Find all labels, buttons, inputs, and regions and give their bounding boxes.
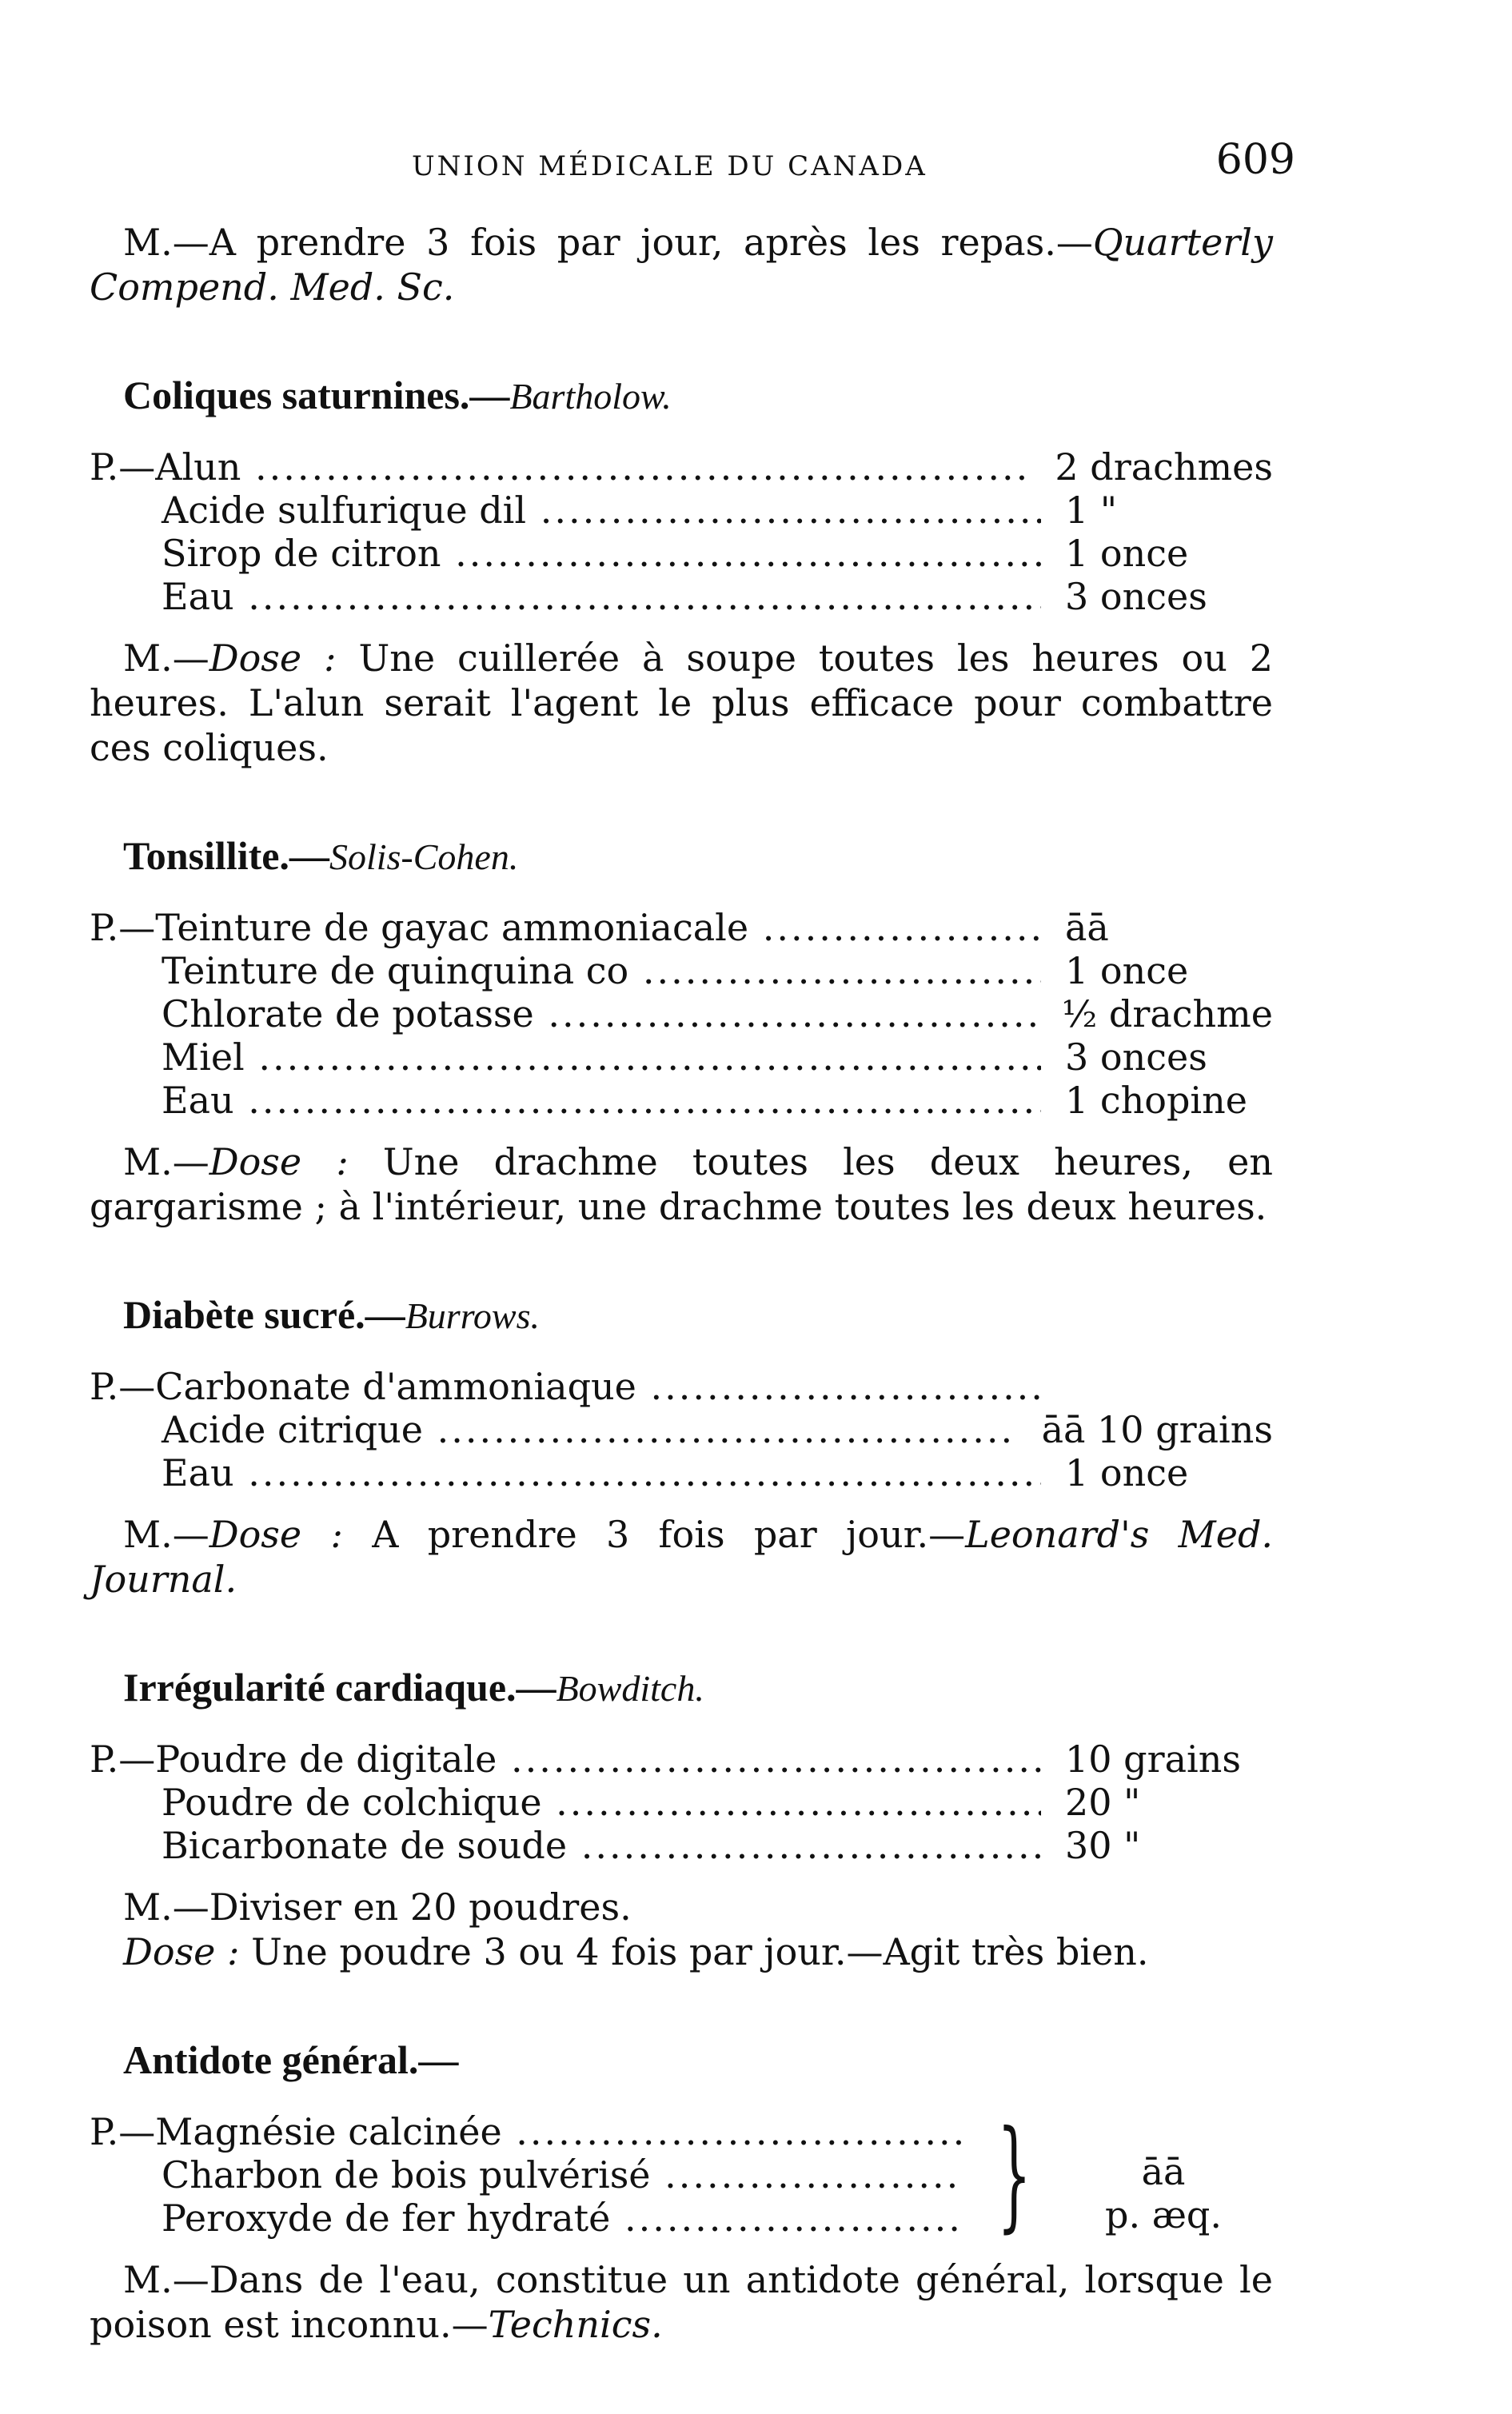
section-heading-tonsillite [123,832,1273,879]
m-paragraph [90,2257,1273,2347]
ingredient-qty: āā [1065,906,1109,949]
ingredient-name: Miel ..... [90,1035,1041,1079]
dose-text: Une drachme toutes les deux heures, en gargarisme ; à l'intérieur, une drachme toutes les deux heures. [90,1140,1273,1228]
prescription-coliques [90,445,1273,618]
ingredient-name: Acide citrique ..... [90,1408,1018,1451]
dose-paragraph [90,1929,1273,1974]
ingredient-qty: ½ drachme [1061,992,1273,1035]
ingredient-qty: 10 grains [1065,1738,1241,1781]
dose-text: Une poudre 3 ou 4 fois par jour.—Agit très bien. [251,1930,1149,1973]
ingredient-name: P.—Teinture de gayac ammoniacale ..... [90,906,1041,949]
ingredient-row [90,1079,1273,1122]
ingredient-row [90,575,1273,618]
dose-label: Dose : [209,636,337,680]
ingredient-qty: 2 drachmes [1055,445,1273,489]
prescription-diabete [90,1365,1273,1494]
right-brace-icon: } [997,2105,1031,2244]
section-heading-diabete [123,1291,1273,1338]
ingredient-row [90,1408,1273,1451]
ingredient-name: Charbon de bois pulvérisé ..... [90,2153,961,2197]
dose-label: Dose : [209,1513,343,1556]
ingredient-name: Eau ..... [90,1079,1041,1122]
ingredient-name: P.—Carbonate d'ammoniaque ..... [90,1365,1041,1408]
ingredient-name: P.—Poudre de digitale ..... [90,1738,1041,1781]
running-title: UNION MÉDICALE DU CANADA [412,150,928,182]
ingredient-qty: 20 " [1065,1781,1141,1824]
ingredient-name: Peroxyde de fer hydraté ..... [90,2197,961,2240]
dose-paragraph: M.—Dose : Une drachme toutes les deux heures, en gargarisme ; à l'intérieur, une drachme toutes les deux heures. [90,1140,1273,1228]
ingredient-row [90,489,1273,532]
dose-label: Dose : [209,1140,349,1183]
ingredient-name: Eau ..... [90,575,1041,618]
section-heading-irregularite [123,1664,1273,1710]
m-text: M.—Dans de l'eau, constitue un antidote général, lorsque le poison est inconnu.— [90,2258,1273,2346]
ingredient-row [90,1451,1273,1494]
ingredient-name: Acide sulfurique dil ..... [90,489,1041,532]
section-heading-coliques [123,372,1273,418]
ingredient-row [90,1824,1273,1867]
ingredient-row [90,2110,1273,2153]
ingredient-name: Bicarbonate de soude ..... [90,1824,1041,1867]
ingredient-qty: 1 chopine [1065,1079,1247,1122]
ingredient-qty: āā 10 grains [1041,1408,1273,1451]
ingredient-name: Eau ..... [90,1451,1041,1494]
ingredient-qty: 1 " [1065,489,1118,532]
ingredient-qty: 1 once [1065,1451,1189,1494]
ingredient-row [90,445,1273,489]
section-heading-antidote [123,2037,1273,2083]
ingredient-name: Poudre de colchique ..... [90,1781,1041,1824]
dose-paragraph: M.—Dose : A prendre 3 fois par jour.—Leonard's Med. Journal. [90,1513,1274,1601]
page-content [90,220,1273,2347]
section-title: Diabète sucré.— [123,1292,405,1337]
section-author: Burrows. [405,1295,540,1336]
ingredient-qty: 3 onces [1065,1035,1207,1079]
page-number: 609 [1215,136,1295,184]
ingredient-name: P.—Alun ..... [90,445,1031,489]
ingredient-name: Teinture de quinquina co ..... [90,949,1041,992]
prescription-antidote [90,2105,1273,2244]
ingredient-row [90,2153,1273,2197]
section-title: Tonsillite.— [123,833,329,878]
group-qty-ana: āā [1141,2150,1186,2193]
m-paragraph: M.—Diviser en 20 poudres. [123,1885,632,1929]
ingredient-row [90,532,1273,575]
intro-paragraph [90,220,1273,309]
intro-source: Quarterly Compend. Med. Sc. [90,221,1273,309]
ingredient-name: Sirop de citron ..... [90,532,1041,575]
section-author: Bowditch. [556,1668,704,1709]
ingredient-row [90,1781,1273,1824]
group-quantity [1105,2150,1222,2236]
dose-paragraph: M.—Dose : Une cuillerée à soupe toutes les heures ou 2 heures. L'alun serait l'agent le plus efficace pour combattre ces coliques. [90,636,1274,769]
ingredient-name: Chlorate de potasse ..... [90,992,1038,1035]
section-title: Irrégularité cardiaque.— [123,1665,557,1710]
ingredient-qty: 3 onces [1065,575,1207,618]
section-author: Bartholow. [509,376,672,417]
dose-source: Leonard's Med. Journal. [90,1513,1274,1601]
group-qty-paeq: p. æq. [1105,2193,1222,2236]
ingredient-qty: 1 once [1065,949,1189,992]
dose-text: Une cuillerée à soupe toutes les heures ou 2 heures. L'alun serait l'agent le plus efficace pour combattre ces coliques. [90,636,1274,769]
ingredient-row [90,1035,1273,1079]
section-title: Coliques saturnines.— [123,373,510,417]
section-author: Solis-Cohen. [329,836,519,877]
ingredient-row [90,992,1273,1035]
ingredient-row [90,2197,1273,2240]
ingredient-row [90,949,1273,992]
section-title: Antidote général.— [123,2037,459,2082]
m-source: Technics. [488,2303,663,2346]
ingredient-name: P.—Magnésie calcinée ..... [90,2110,961,2153]
ingredient-row [90,1738,1273,1781]
ingredient-row [90,1365,1273,1408]
ingredient-row [90,906,1273,949]
running-head [120,136,1295,192]
ingredient-qty: 30 " [1065,1824,1141,1867]
dose-text: A prendre 3 fois par jour.— [372,1513,966,1556]
dose-label: Dose : [123,1930,240,1973]
prescription-irregularite [90,1738,1273,1867]
prescription-tonsillite [90,906,1273,1122]
intro-text: M.—A prendre 3 fois par jour, après les repas.— [123,221,1093,264]
ingredient-qty: 1 once [1065,532,1189,575]
